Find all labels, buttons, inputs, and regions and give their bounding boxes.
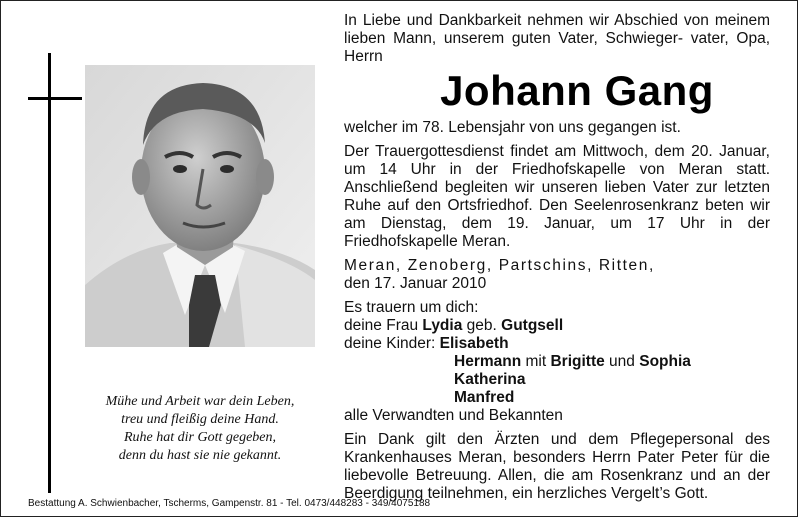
deceased-name: Johann Gang [440,67,714,114]
memorial-poem [85,393,315,465]
mourner-children: deine Kinder: Elisabeth Hermann mit Brigitte und Sophia Katherina Manfred [344,335,691,406]
age-line: welcher im 78. Lebensjahr von uns gegangen ist. [344,119,681,136]
poem-line: denn du hast sie nie gekannt. [118,448,282,463]
mourners-intro: Es trauern um dich: [344,299,479,316]
mourner-relatives: alle Verwandten und Bekannten [344,407,563,424]
places-line: Meran, Zenoberg, Partschins, Ritten, [344,257,655,274]
cross-icon-bar [28,97,82,100]
funeral-home-footer: Bestattung A. Schwienbacher, Tscherms, Gampenstr. 81 - Tel. 0473/448283 - 349/4075188 [28,498,431,509]
thanks-text: Ein Dank gilt den Ärzten und dem Pflegepersonal des Krankenhauses Meran, besonders Herrn Pater Peter für die liebevolle Betreuung. Allen, die am Rosenkranz und an der Beerdigung teilnehmen, ein herzliches Vergelt’s Gott. [344,431,770,502]
cross-icon [48,53,51,493]
date-line: den 17. Januar 2010 [344,275,487,292]
portrait-photo [85,65,315,347]
notice-text [344,12,770,503]
intro-text: In Liebe und Dankbarkeit nehmen wir Abschied von meinem lieben Mann, unserem guten Vater, Schwieger- vater, Opa, Herrn [344,12,770,65]
service-details: Der Trauergottesdienst findet am Mittwoch, dem 20. Januar, um 14 Uhr in der Friedhofskapelle von Meran statt. Anschließend begleiten wir unseren lieben Vater zur letzten Ruhe auf den Ortsfriedhof. Den Seelenrosenkranz beten wir am Dienstag, dem 19. Januar, um 17 Uhr in der Friedhofskapelle Meran. [344,143,770,250]
poem-line: Ruhe hat dir Gott gegeben, [123,430,277,445]
poem-line: treu und fleißig deine Hand. [121,412,279,427]
mourner-wife: deine Frau Lydia geb. Gutgsell [344,317,564,334]
poem-line: Mühe und Arbeit war dein Leben, [105,394,295,409]
mourners-list [344,299,770,425]
